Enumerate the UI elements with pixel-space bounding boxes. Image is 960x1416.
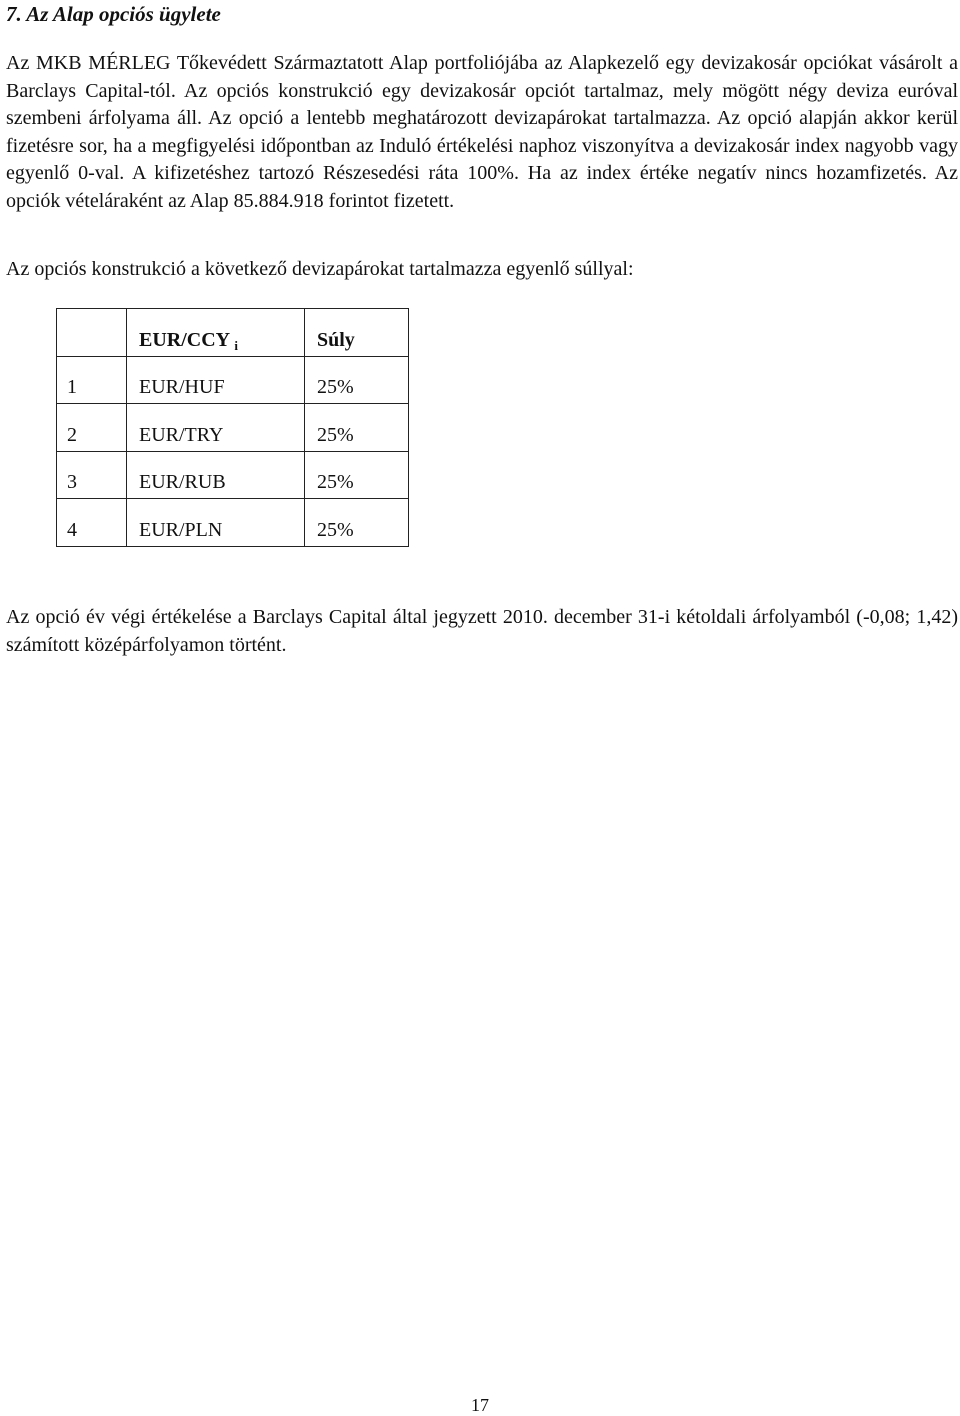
- row-weight: 25%: [305, 499, 409, 547]
- row-weight: 25%: [305, 451, 409, 499]
- row-weight: 25%: [305, 404, 409, 452]
- row-pair: EUR/PLN: [127, 499, 305, 547]
- table-intro-paragraph: Az opciós konstrukció a következő devizapárokat tartalmazza egyenlő súllyal:: [6, 258, 634, 280]
- table-header-row: [57, 309, 409, 357]
- table-row: [57, 356, 409, 404]
- row-index: 2: [57, 404, 127, 452]
- header-weight-cell: Súly: [305, 309, 409, 357]
- valuation-paragraph: Az opció év végi értékelése a Barclays Capital által jegyzett 2010. december 31-i kétoldali árfolyamból (-0,08; 1,42) számított középárfolyamon történt.: [6, 606, 958, 656]
- row-weight: 25%: [305, 356, 409, 404]
- currency-pair-table: [56, 308, 409, 547]
- row-pair: EUR/RUB: [127, 451, 305, 499]
- row-pair: EUR/TRY: [127, 404, 305, 452]
- header-pair-cell: [127, 309, 305, 357]
- table-row: [57, 451, 409, 499]
- page-number: 17: [471, 1395, 489, 1415]
- section-heading: 7. Az Alap opciós ügylete: [6, 2, 221, 26]
- row-index: 4: [57, 499, 127, 547]
- header-index-cell: [57, 309, 127, 357]
- row-index: 1: [57, 356, 127, 404]
- header-pair-subscript: i: [234, 337, 238, 353]
- intro-paragraph: Az MKB MÉRLEG Tőkevédett Származtatott Alap portfoliójába az Alapkezelő egy devizakosár opciókat vásárolt a Barclays Capital-tól. Az opciós konstrukció egy devizakosár opciót tartalmaz, mely mögött négy deviza euróval szembeni árfolyama áll. Az opció a lentebb meghatározott devizapárokat tartalmazza. Az opció alapján akkor kerül fizetésre sor, ha a megfigyelési időpontban az Induló értékelési naphoz viszonyítva a devizakosár index nagyobb vagy egyenlő 0-val. A kifizetéshez tartozó Részesedési ráta 100%. Ha az index értéke negatív nincs hozamfizetés. Az opciók vételáraként az Alap 85.884.918 forintot fizetett.: [6, 52, 958, 212]
- row-pair: EUR/HUF: [127, 356, 305, 404]
- header-pair-label: EUR/CCY: [139, 328, 230, 351]
- row-index: 3: [57, 451, 127, 499]
- table-row: [57, 499, 409, 547]
- table-row: [57, 404, 409, 452]
